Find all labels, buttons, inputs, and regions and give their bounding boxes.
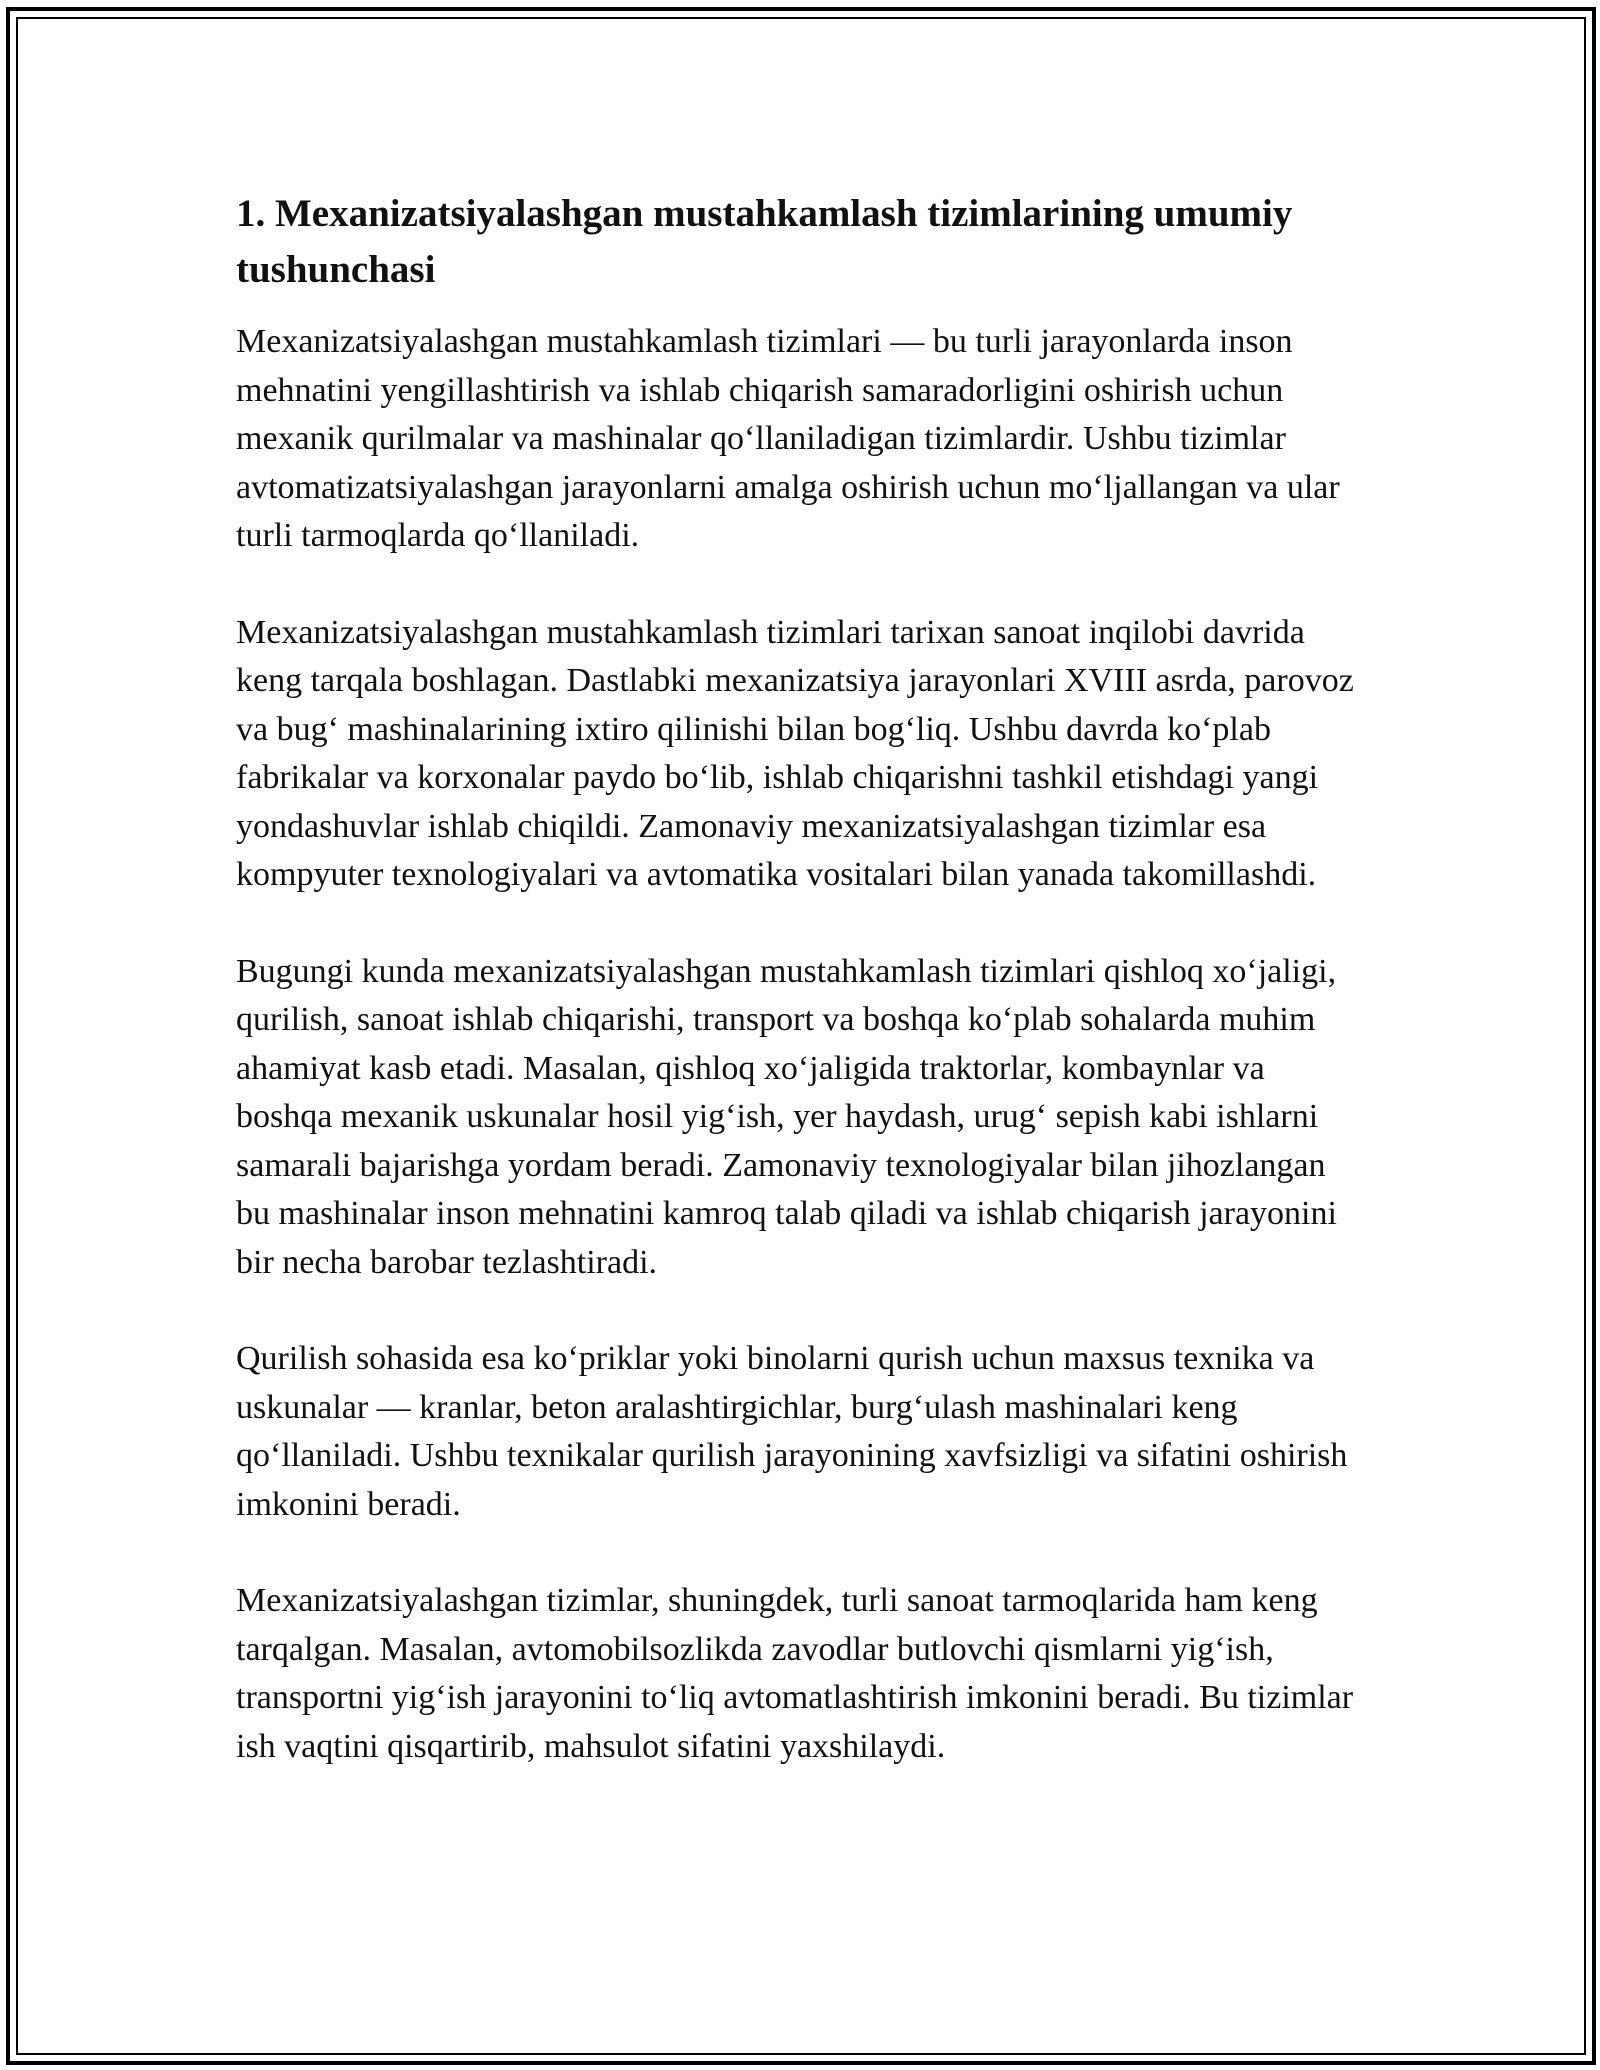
section-heading: 1. Mexanizatsiyalashgan mustahkamlash tizimlarining umumiy tushunchasi: [236, 192, 1293, 291]
paragraph-1: Mexanizatsiyalashgan mustahkamlash tizimlari — bu turli jarayonlarda inson mehnatini yengillashtirish va ishlab chiqarish samaradorligini oshirish uchun mexanik qurilmalar va mashinalar qo‘llaniladigan tizimlardir. Ushbu tizimlar avtomatizatsiyalashgan jarayonlarni amalga oshirish uchun mo‘ljallangan va ular turli tarmoqlarda qo‘llaniladi.: [236, 323, 1340, 554]
document-body: [236, 186, 1366, 1771]
paragraph-4: Qurilish sohasida esa ko‘priklar yoki binolarni qurish uchun maxsus texnika va uskunalar — kranlar, beton aralashtirgichlar, burg‘ulash mashinalari keng qo‘llaniladi. Ushbu texnikalar qurilish jarayonining xavfsizligi va sifatini oshirish imkonini beradi.: [236, 1340, 1348, 1523]
paragraph-2: Mexanizatsiyalashgan mustahkamlash tizimlari tarixan sanoat inqilobi davrida keng tarqala boshlagan. Dastlabki mexanizatsiya jarayonlari XVIII asrda, parovoz va bug‘ mashinalarining ixtiro qilinishi bilan bog‘liq. Ushbu davrda ko‘plab fabrikalar va korxonalar paydo bo‘lib, ishlab chiqarishni tashkil etishdagi yangi yondashuvlar ishlab chiqildi. Zamonaviy mexanizatsiyalashgan tizimlar esa kompyuter texnologiyalari va avtomatika vositalari bilan yanada takomillashdi.: [236, 613, 1354, 893]
paragraph-5: Mexanizatsiyalashgan tizimlar, shuningdek, turli sanoat tarmoqlarida ham keng tarqalgan. Masalan, avtomobilsozlikda zavodlar butlovchi qismlarni yig‘ish, transportni yig‘ish jarayonini to‘liq avtomatlashtirish imkonini beradi. Bu tizimlar ish vaqtini qisqartirib, mahsulot sifatini yaxshilaydi.: [236, 1582, 1354, 1765]
paragraph-3: Bugungi kunda mexanizatsiyalashgan mustahkamlash tizimlari qishloq xo‘jaligi, qurilish, sanoat ishlab chiqarishi, transport va boshqa ko‘plab sohalarda muhim ahamiyat kasb etadi. Masalan, qishloq xo‘jaligida traktorlar, kombaynlar va boshqa mexanik uskunalar hosil yig‘ish, yer haydash, urug‘ sepish kabi ishlarni samarali bajarishga yordam beradi. Zamonaviy texnologiyalar bilan jihozlangan bu mashinalar inson mehnatini kamroq talab qiladi va ishlab chiqarish jarayonini bir necha barobar tezlashtiradi.: [236, 952, 1337, 1281]
